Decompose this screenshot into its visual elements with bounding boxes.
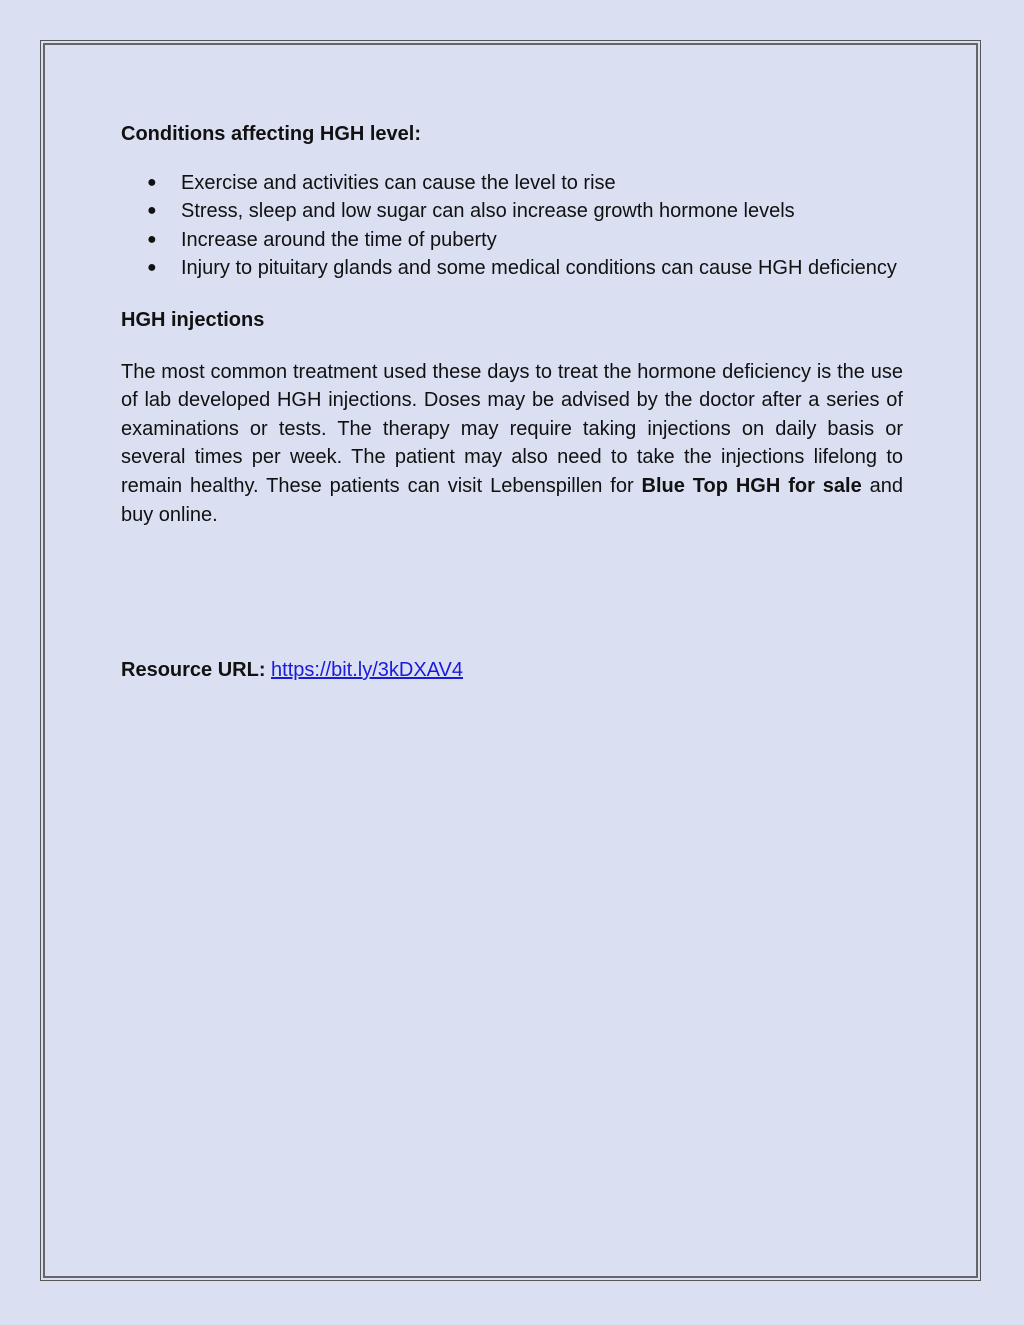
injections-paragraph	[121, 358, 903, 530]
bullet-icon: ●	[147, 202, 157, 220]
resource-label: Resource URL:	[121, 659, 266, 682]
conditions-heading: Conditions affecting HGH level:	[121, 123, 422, 145]
bullet-icon: ●	[147, 173, 157, 191]
resource-link[interactable]: https://bit.ly/3kDXAV4	[271, 659, 463, 682]
bullet-icon: ●	[147, 259, 157, 277]
paragraph-text: The most common treatment used these days to treat the hormone deficiency is the use of lab developed HGH injections. Doses may be advised by the doctor after a series of examinations or tests. The therapy may require taking injections on daily basis or several times per week. The patient may also need to take the injections lifelong to remain healthy. These patients can visit Lebenspillen for	[121, 360, 903, 497]
list-item-text: Exercise and activities can cause the level to rise	[181, 171, 616, 194]
list-item-text: Increase around the time of puberty	[181, 228, 497, 251]
injections-heading: HGH injections	[121, 308, 265, 331]
conditions-list	[121, 169, 903, 283]
resource-line	[121, 656, 903, 685]
paragraph-end-text: and buy online.	[121, 474, 903, 526]
list-item	[121, 197, 903, 226]
bullet-icon: ●	[147, 230, 157, 248]
document-body	[121, 120, 903, 685]
list-item	[121, 254, 903, 283]
list-item	[121, 226, 903, 255]
list-item-text: Injury to pituitary glands and some medical conditions can cause HGH deficiency	[181, 257, 897, 280]
list-item-text: Stress, sleep and low sugar can also increase growth hormone levels	[181, 200, 795, 223]
list-item	[121, 169, 903, 198]
paragraph-bold-phrase: Blue Top HGH for sale	[641, 474, 862, 497]
